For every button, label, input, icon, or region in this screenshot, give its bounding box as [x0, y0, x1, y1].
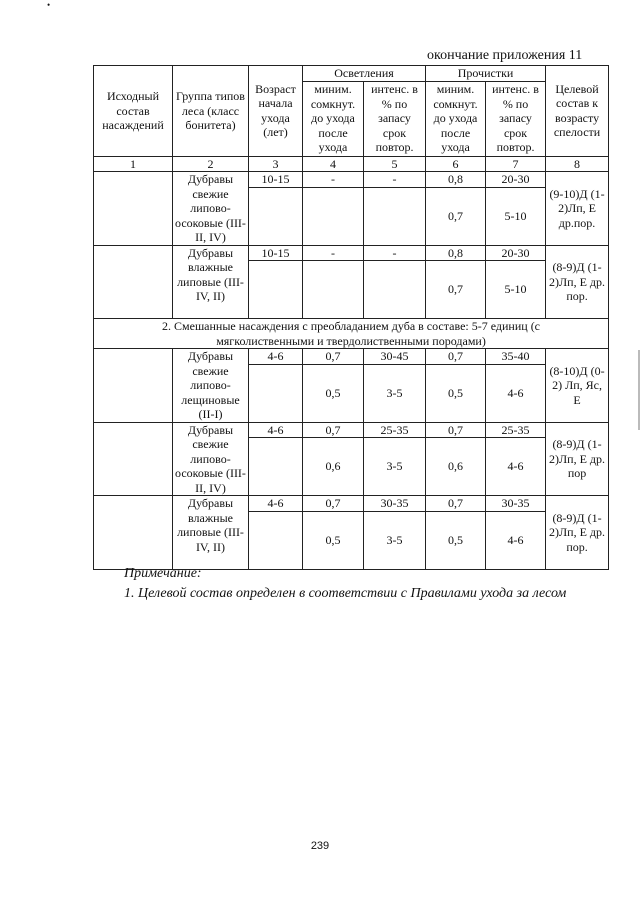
target-composition-cell: (8-9)Д (1-2)Лп, Е др. пор: [546, 422, 609, 496]
lightening-min-cell: 0,7: [303, 422, 364, 438]
initial-composition-cell: [94, 422, 173, 496]
thinning-intensity-cell: 20-30: [486, 172, 546, 188]
thinning-min-cell: 0,8: [426, 172, 486, 188]
forest-type-group-cell: Дубравы влажные липовые (III-IV, II): [173, 245, 249, 319]
target-composition-cell: (9-10)Д (1-2)Лп, Е др.пор.: [546, 172, 609, 246]
age-cell: [249, 364, 303, 422]
thinning-intensity-cell: 20-30: [486, 245, 546, 261]
column-number: 7: [486, 156, 546, 172]
forest-type-group-cell: Дубравы свежие липово-лещиновые (II-I): [173, 349, 249, 423]
lightening-min-cell: -: [303, 172, 364, 188]
thinning-min-cell: 0,7: [426, 349, 486, 365]
lightening-intensity-cell: 30-45: [364, 349, 426, 365]
thinning-min-cell: 0,5: [426, 511, 486, 569]
lightening-min-cell: 0,7: [303, 349, 364, 365]
header-lightening-min: миним. сомкнут. до ухода после ухода: [303, 81, 364, 156]
section-row: [94, 319, 609, 349]
column-number: 1: [94, 156, 173, 172]
scan-mark: •: [47, 0, 51, 10]
header-thinning-intensity: интенс. в % по запасу срок повтор.: [486, 81, 546, 156]
thinning-intensity-cell: 4-6: [486, 511, 546, 569]
thinning-min-cell: 0,7: [426, 187, 486, 245]
column-number: 6: [426, 156, 486, 172]
lightening-intensity-cell: 3-5: [364, 438, 426, 496]
age-cell: 4-6: [249, 496, 303, 512]
lightening-min-cell: [303, 187, 364, 245]
thinning-min-cell: 0,7: [426, 496, 486, 512]
table-row: [94, 496, 609, 512]
initial-composition-cell: [94, 496, 173, 570]
lightening-min-cell: 0,5: [303, 511, 364, 569]
lightening-intensity-cell: 30-35: [364, 496, 426, 512]
thinning-intensity-cell: 5-10: [486, 187, 546, 245]
target-composition-cell: (8-9)Д (1-2)Лп, Е др. пор.: [546, 245, 609, 319]
section-title: 2. Смешанные насаждения с преобладанием дуба в составе: 5-7 единиц (с мягколиственными и твердолиственными породами): [94, 319, 609, 349]
column-number: 3: [249, 156, 303, 172]
lightening-intensity-cell: -: [364, 245, 426, 261]
forest-type-group-cell: Дубравы влажные липовые (III-IV, II): [173, 496, 249, 570]
table-row: [94, 349, 609, 365]
header-target-composition: Целевой состав к возрасту спелости: [546, 66, 609, 157]
thinning-intensity-cell: 25-35: [486, 422, 546, 438]
lightening-min-cell: 0,6: [303, 438, 364, 496]
table-continuation-heading: окончание приложения 11: [427, 48, 583, 63]
thinning-min-cell: 0,7: [426, 422, 486, 438]
lightening-intensity-cell: -: [364, 172, 426, 188]
thinning-intensity-cell: 30-35: [486, 496, 546, 512]
header-initial-composition: Исходный состав насаждений: [94, 66, 173, 157]
age-cell: [249, 261, 303, 319]
thinning-intensity-cell: 4-6: [486, 438, 546, 496]
age-cell: [249, 187, 303, 245]
header-thinning-min: миним. сомкнут. до ухода после ухода: [426, 81, 486, 156]
forest-type-group-cell: Дубравы свежие липово-осоковые (III-II, IV): [173, 172, 249, 246]
lightening-intensity-cell: 3-5: [364, 364, 426, 422]
header-forest-type-group: Группа типов леса (класс бонитета): [173, 66, 249, 157]
initial-composition-cell: [94, 245, 173, 319]
thinning-intensity-cell: 4-6: [486, 364, 546, 422]
page-number: 239: [310, 840, 330, 852]
initial-composition-cell: [94, 349, 173, 423]
note-title: Примечание:: [124, 566, 202, 581]
lightening-intensity-cell: 25-35: [364, 422, 426, 438]
age-cell: [249, 511, 303, 569]
header-age: Возраст начала ухода (лет): [249, 66, 303, 157]
table-row: [94, 245, 609, 261]
initial-composition-cell: [94, 172, 173, 246]
thinning-min-cell: 0,7: [426, 261, 486, 319]
header-thinning: Прочистки: [426, 66, 546, 82]
lightening-intensity-cell: 3-5: [364, 511, 426, 569]
age-cell: 10-15: [249, 172, 303, 188]
note-text: 1. Целевой состав определен в соответствии с Правилами ухода за лесом: [124, 586, 567, 601]
thinning-min-cell: 0,6: [426, 438, 486, 496]
lightening-min-cell: [303, 261, 364, 319]
header-lightening: Осветления: [303, 66, 426, 82]
thinning-table: [93, 65, 609, 570]
lightening-intensity-cell: [364, 261, 426, 319]
lightening-min-cell: 0,5: [303, 364, 364, 422]
thinning-intensity-cell: 35-40: [486, 349, 546, 365]
age-cell: 4-6: [249, 349, 303, 365]
header-lightening-intensity: интенс. в % по запасу срок повтор.: [364, 81, 426, 156]
age-cell: 10-15: [249, 245, 303, 261]
thinning-min-cell: 0,5: [426, 364, 486, 422]
thinning-intensity-cell: 5-10: [486, 261, 546, 319]
table-row: [94, 422, 609, 438]
column-number: 2: [173, 156, 249, 172]
age-cell: [249, 438, 303, 496]
lightening-intensity-cell: [364, 187, 426, 245]
lightening-min-cell: 0,7: [303, 496, 364, 512]
forest-type-group-cell: Дубравы свежие липово-осоковые (III-II, IV): [173, 422, 249, 496]
column-number: 4: [303, 156, 364, 172]
table-row: [94, 172, 609, 188]
thinning-min-cell: 0,8: [426, 245, 486, 261]
target-composition-cell: (8-9)Д (1-2)Лп, Е др. пор.: [546, 496, 609, 570]
age-cell: 4-6: [249, 422, 303, 438]
lightening-min-cell: -: [303, 245, 364, 261]
target-composition-cell: (8-10)Д (0-2) Лп, Яс, Е: [546, 349, 609, 423]
column-number: 5: [364, 156, 426, 172]
column-number: 8: [546, 156, 609, 172]
